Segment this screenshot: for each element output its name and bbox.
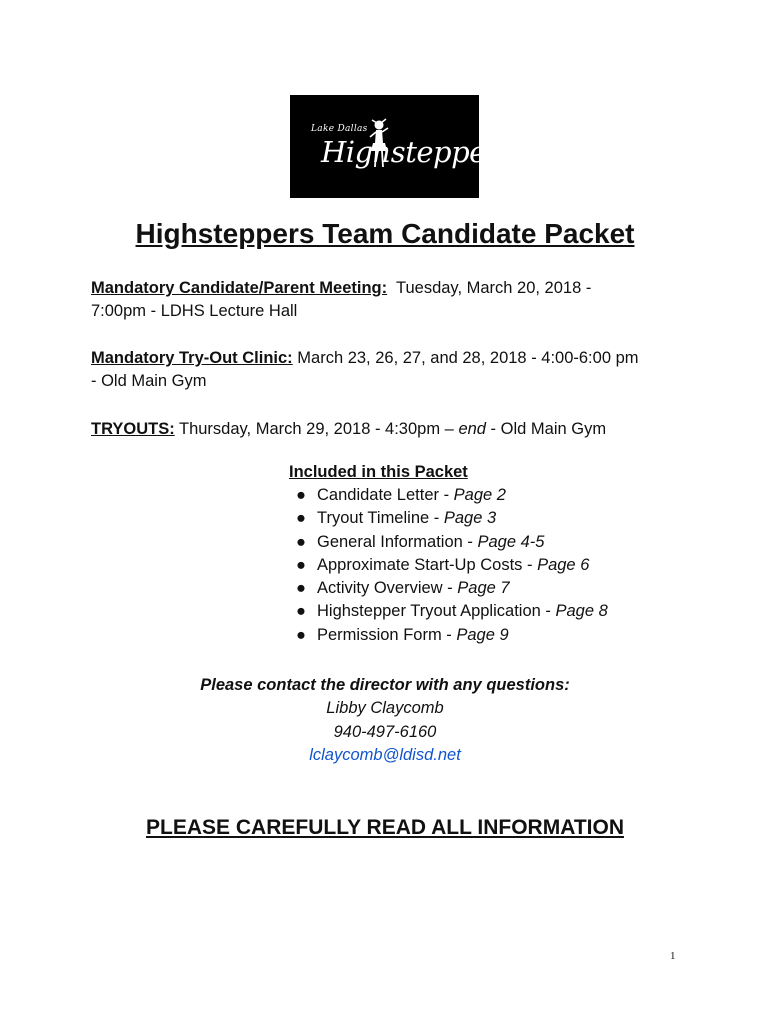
bullet-icon: ● (296, 579, 306, 598)
packet-heading: Included in this Packet (289, 463, 468, 481)
list-item: ● Approximate Start-Up Costs - Page 6 (296, 554, 608, 577)
tryouts-details: Thursday, March 29, 2018 - 4:30pm – (174, 420, 459, 438)
tryouts-end: end (458, 420, 486, 438)
list-item: ● Activity Overview - Page 7 (296, 577, 608, 600)
packet-list (296, 484, 608, 647)
bullet-icon: ● (296, 625, 306, 644)
clinic-details: March 23, 26, 27, and 28, 2018 - 4:00-6:00 pm (292, 349, 639, 367)
director-name: Libby Claycomb (326, 699, 444, 718)
page-title: Highsteppers Team Candidate Packet (135, 218, 635, 249)
meeting-details: Tuesday, March 20, 2018 - (387, 279, 592, 297)
meeting-details-line2: 7:00pm - LDHS Lecture Hall (91, 302, 298, 320)
meeting-paragraph (91, 277, 681, 323)
list-item: ● Permission Form - Page 9 (296, 624, 608, 647)
logo-small-text: Lake Dallas (311, 124, 368, 134)
page-number: 1 (670, 950, 676, 962)
bullet-icon: ● (296, 532, 306, 551)
list-item: ● Candidate Letter - Page 2 (296, 484, 608, 507)
tryouts-label: TRYOUTS: (91, 420, 175, 438)
clinic-details-line2: - Old Main Gym (91, 372, 207, 390)
list-item: ● Highstepper Tryout Application - Page 8 (296, 600, 608, 623)
contact-question: Please contact the director with any questions: (200, 676, 570, 694)
list-item: ● Tryout Timeline - Page 3 (296, 507, 608, 530)
highsteppers-logo (290, 95, 514, 198)
logo-main-text: Highsteppers (321, 135, 514, 169)
tryouts-location: - Old Main Gym (485, 420, 607, 438)
director-phone: 940-497-6160 (333, 722, 437, 741)
contact-block (0, 674, 770, 767)
meeting-label: Mandatory Candidate/Parent Meeting: (91, 279, 388, 297)
clinic-paragraph (91, 347, 681, 393)
read-all-notice: PLEASE CAREFULLY READ ALL INFORMATION (146, 816, 624, 839)
clinic-label: Mandatory Try-Out Clinic: (91, 349, 293, 367)
bullet-icon: ● (296, 509, 306, 528)
bullet-icon: ● (296, 555, 306, 574)
bullet-icon: ● (296, 602, 306, 621)
list-item: ● General Information - Page 4-5 (296, 531, 608, 554)
tryouts-paragraph (91, 418, 681, 441)
director-email-link[interactable]: lclaycomb@ldisd.net (309, 745, 461, 764)
bullet-icon: ● (296, 486, 306, 504)
